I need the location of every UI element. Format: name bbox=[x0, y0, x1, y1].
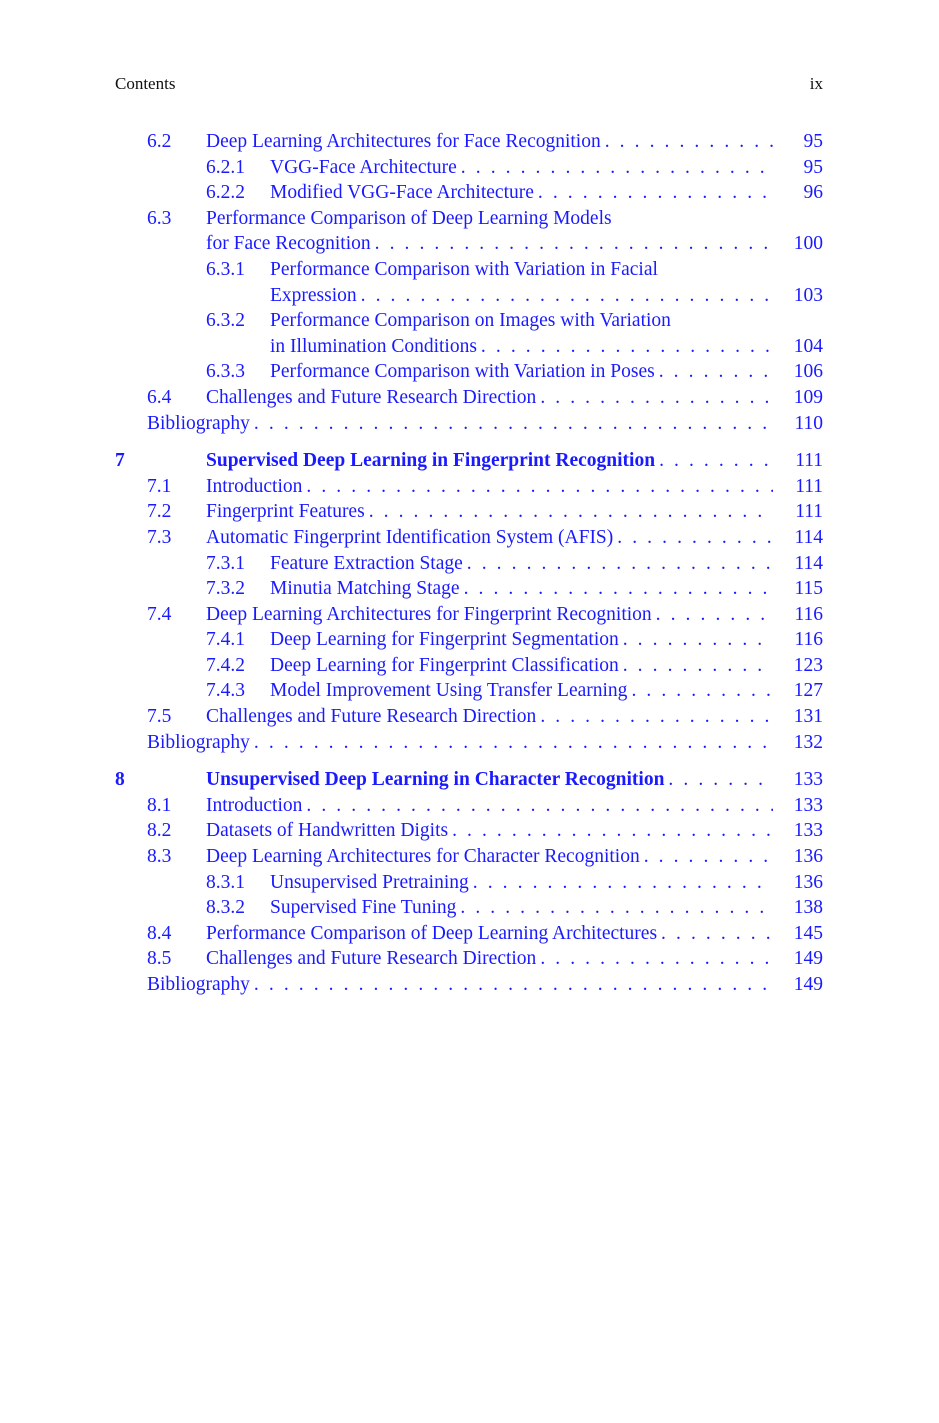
dot-leader bbox=[463, 551, 773, 577]
toc-entry-page[interactable]: 110 bbox=[794, 412, 823, 434]
toc-entry-title[interactable]: in Illumination Conditions bbox=[270, 335, 477, 357]
dot-leader bbox=[652, 602, 773, 628]
dot-leader bbox=[619, 653, 773, 679]
toc-entry-page[interactable]: 132 bbox=[793, 731, 823, 753]
toc-entry-page[interactable]: 109 bbox=[793, 386, 823, 408]
toc-entry-number: 8.2 bbox=[147, 820, 172, 842]
table-of-contents bbox=[0, 129, 939, 998]
toc-entry-subsection[interactable] bbox=[0, 308, 939, 359]
dot-leader bbox=[655, 359, 773, 385]
toc-entry-number: 8.3 bbox=[147, 846, 172, 868]
toc-entry-title[interactable]: Performance Comparison of Deep Learning Architectures bbox=[206, 922, 658, 944]
toc-entry-bibliography[interactable] bbox=[0, 411, 939, 437]
toc-entry-title[interactable]: Supervised Deep Learning in Fingerprint Recognition bbox=[206, 450, 656, 472]
toc-entry-title[interactable]: Performance Comparison of Deep Learning Models bbox=[206, 207, 612, 229]
toc-entry-page[interactable]: 111 bbox=[795, 475, 823, 497]
toc-entry-number: 7.4.1 bbox=[206, 629, 245, 651]
toc-entry-page[interactable]: 133 bbox=[793, 794, 823, 816]
toc-entry-title[interactable]: Bibliography bbox=[147, 412, 250, 434]
dot-leader bbox=[250, 972, 773, 998]
dot-leader bbox=[536, 946, 773, 972]
toc-entry-title[interactable]: Automatic Fingerprint Identification System (AFIS) bbox=[206, 526, 614, 548]
dot-leader bbox=[365, 499, 773, 525]
dot-leader bbox=[469, 870, 773, 896]
dot-leader bbox=[357, 283, 773, 309]
toc-entry-title[interactable]: Fingerprint Features bbox=[206, 501, 365, 523]
toc-entry-page[interactable]: 145 bbox=[793, 922, 823, 944]
toc-entry-number: 8.5 bbox=[147, 948, 172, 970]
toc-entry-number: 6.4 bbox=[147, 386, 172, 408]
toc-entry-title[interactable]: Challenges and Future Research Direction bbox=[206, 706, 537, 728]
toc-entry-title[interactable]: VGG-Face Architecture bbox=[270, 156, 457, 178]
toc-entry-title[interactable]: Introduction bbox=[206, 794, 303, 816]
toc-entry-bibliography[interactable] bbox=[0, 972, 939, 998]
toc-entry-subsection[interactable] bbox=[0, 895, 939, 921]
toc-entry-page[interactable]: 95 bbox=[803, 156, 823, 178]
dot-leader bbox=[627, 678, 773, 704]
dot-leader bbox=[536, 385, 773, 411]
toc-entry-page[interactable]: 116 bbox=[794, 603, 823, 625]
toc-entry-section[interactable] bbox=[0, 499, 939, 525]
toc-entry-title[interactable]: for Face Recognition bbox=[206, 233, 371, 255]
toc-entry-page[interactable]: 149 bbox=[793, 948, 823, 970]
toc-entry-number: 8.1 bbox=[147, 794, 172, 816]
toc-entry-page[interactable]: 104 bbox=[793, 335, 823, 357]
dot-leader bbox=[601, 129, 773, 155]
toc-entry-title[interactable]: Deep Learning for Fingerprint Segmentation bbox=[270, 629, 619, 651]
toc-entry-section[interactable] bbox=[0, 704, 939, 730]
dot-leader bbox=[302, 793, 773, 819]
toc-entry-title[interactable]: Unsupervised Pretraining bbox=[270, 871, 469, 893]
toc-entry-page[interactable]: 100 bbox=[793, 233, 823, 255]
toc-entry-subsection[interactable] bbox=[0, 155, 939, 181]
toc-entry-subsection[interactable] bbox=[0, 870, 939, 896]
toc-entry-title[interactable]: Deep Learning Architectures for Face Recognition bbox=[206, 131, 601, 152]
toc-entry-number: 7.3.2 bbox=[206, 578, 245, 600]
toc-entry-title[interactable]: Challenges and Future Research Direction bbox=[206, 386, 537, 408]
toc-entry-number: 6.2.2 bbox=[206, 182, 245, 204]
toc-entry-page[interactable]: 111 bbox=[795, 450, 823, 472]
dot-leader bbox=[619, 627, 773, 653]
toc-entry-section[interactable] bbox=[0, 206, 939, 257]
toc-entry-title[interactable]: Supervised Fine Tuning bbox=[270, 897, 457, 919]
dot-leader bbox=[536, 704, 773, 730]
toc-entry-number: 8.3.2 bbox=[206, 897, 245, 919]
toc-entry-section[interactable] bbox=[0, 525, 939, 551]
toc-entry-section[interactable] bbox=[0, 844, 939, 870]
toc-entry-page[interactable]: 138 bbox=[793, 897, 823, 919]
toc-entry-page[interactable]: 116 bbox=[794, 629, 823, 651]
toc-entry-number: 7.3 bbox=[147, 526, 172, 548]
toc-entry-subsection[interactable] bbox=[0, 359, 939, 385]
toc-entry-title[interactable]: Expression bbox=[270, 284, 357, 306]
toc-entry-number: 7.1 bbox=[147, 475, 172, 497]
toc-entry-section[interactable] bbox=[0, 474, 939, 500]
toc-entry-title[interactable]: Bibliography bbox=[147, 731, 250, 753]
dot-leader bbox=[460, 576, 773, 602]
toc-entry-page[interactable]: 103 bbox=[793, 284, 823, 306]
toc-entry-section[interactable] bbox=[0, 946, 939, 972]
toc-entry-subsection[interactable] bbox=[0, 653, 939, 679]
toc-entry-title[interactable]: Deep Learning for Fingerprint Classification bbox=[270, 654, 619, 676]
toc-entry-title[interactable]: Unsupervised Deep Learning in Character Recognition bbox=[206, 769, 665, 791]
toc-entry-number: 8.3.1 bbox=[206, 871, 245, 893]
dot-leader bbox=[534, 180, 773, 206]
toc-entry-page[interactable]: 95 bbox=[803, 131, 823, 152]
toc-entry-section[interactable] bbox=[0, 602, 939, 628]
dot-leader bbox=[448, 818, 773, 844]
toc-entry-number: 8.4 bbox=[147, 922, 172, 944]
toc-entry-number: 7.5 bbox=[147, 706, 172, 728]
toc-entry-subsection[interactable] bbox=[0, 627, 939, 653]
toc-entry-section[interactable] bbox=[0, 818, 939, 844]
toc-entry-page[interactable]: 106 bbox=[793, 361, 823, 383]
toc-entry-title[interactable]: Model Improvement Using Transfer Learning bbox=[270, 680, 628, 702]
toc-entry-title[interactable]: Introduction bbox=[206, 475, 303, 497]
dot-leader bbox=[250, 730, 773, 756]
toc-entry-page[interactable]: 133 bbox=[793, 820, 823, 842]
toc-entry-title[interactable]: Datasets of Handwritten Digits bbox=[206, 820, 449, 842]
toc-entry-section[interactable] bbox=[0, 793, 939, 819]
running-head bbox=[115, 74, 823, 94]
toc-entry-page[interactable]: 114 bbox=[794, 552, 823, 574]
toc-entry-title[interactable]: Performance Comparison with Variation in Facial bbox=[270, 258, 658, 280]
toc-entry-number: 6.3.1 bbox=[206, 258, 245, 280]
toc-entry-title[interactable]: Minutia Matching Stage bbox=[270, 578, 460, 600]
toc-entry-page[interactable]: 131 bbox=[793, 706, 823, 728]
toc-entry-title[interactable]: Performance Comparison on Images with Variation bbox=[270, 310, 671, 332]
toc-entry-number: 7.3.1 bbox=[206, 552, 245, 574]
dot-leader bbox=[657, 921, 773, 947]
toc-entry-section[interactable] bbox=[0, 129, 939, 155]
toc-entry-bibliography[interactable] bbox=[0, 730, 939, 756]
toc-entry-page[interactable]: 123 bbox=[793, 654, 823, 676]
chapter-spacer bbox=[0, 755, 939, 767]
toc-entry-chapter[interactable] bbox=[0, 767, 939, 793]
toc-entry-page[interactable]: 114 bbox=[794, 526, 823, 548]
chapter-spacer bbox=[0, 436, 939, 448]
toc-entry-chapter[interactable] bbox=[0, 448, 939, 474]
toc-entry-page[interactable]: 136 bbox=[793, 871, 823, 893]
toc-entry-subsection[interactable] bbox=[0, 180, 939, 206]
toc-entry-page[interactable]: 96 bbox=[803, 182, 823, 204]
toc-entry-number: 6.2 bbox=[147, 131, 172, 152]
toc-entry-subsection[interactable] bbox=[0, 551, 939, 577]
dot-leader bbox=[613, 525, 773, 551]
toc-entry-title[interactable]: Challenges and Future Research Direction bbox=[206, 948, 537, 970]
toc-entry-number: 6.3 bbox=[147, 207, 172, 229]
dot-leader bbox=[655, 448, 773, 474]
toc-entry-title[interactable]: Deep Learning Architectures for Character Recognition bbox=[206, 846, 640, 868]
toc-entry-number: 7.4.2 bbox=[206, 654, 245, 676]
toc-entry-page[interactable]: 111 bbox=[795, 501, 823, 523]
page-number: ix bbox=[809, 74, 823, 93]
toc-entry-title[interactable]: Bibliography bbox=[147, 974, 250, 995]
toc-entry-title[interactable]: Performance Comparison with Variation in Poses bbox=[270, 361, 655, 383]
toc-entry-title[interactable]: Modified VGG-Face Architecture bbox=[270, 182, 534, 204]
dot-leader bbox=[302, 474, 773, 500]
toc-entry-number: 6.2.1 bbox=[206, 156, 245, 178]
toc-entry-title[interactable]: Feature Extraction Stage bbox=[270, 552, 463, 574]
toc-entry-page[interactable]: 133 bbox=[793, 769, 823, 791]
toc-entry-subsection[interactable] bbox=[0, 576, 939, 602]
dot-leader bbox=[640, 844, 773, 870]
toc-entry-number: 7 bbox=[115, 450, 125, 472]
toc-entry-section[interactable] bbox=[0, 385, 939, 411]
toc-entry-subsection[interactable] bbox=[0, 257, 939, 308]
toc-entry-page[interactable]: 115 bbox=[794, 578, 823, 600]
toc-entry-number: 7.4 bbox=[147, 603, 172, 625]
toc-entry-page[interactable]: 127 bbox=[793, 680, 823, 702]
toc-entry-section[interactable] bbox=[0, 921, 939, 947]
toc-entry-title[interactable]: Deep Learning Architectures for Fingerprint Recognition bbox=[206, 603, 652, 625]
dot-leader bbox=[371, 231, 773, 257]
dot-leader bbox=[664, 767, 773, 793]
dot-leader bbox=[250, 411, 773, 437]
dot-leader bbox=[456, 895, 773, 921]
toc-entry-number: 7.4.3 bbox=[206, 680, 245, 702]
toc-entry-number: 7.2 bbox=[147, 501, 172, 523]
toc-entry-page[interactable]: 136 bbox=[793, 846, 823, 868]
toc-entry-subsection[interactable] bbox=[0, 678, 939, 704]
dot-leader bbox=[457, 155, 773, 181]
toc-entry-number: 6.3.2 bbox=[206, 310, 245, 332]
toc-entry-number: 6.3.3 bbox=[206, 361, 245, 383]
running-head-title: Contents bbox=[115, 74, 176, 93]
toc-entry-number: 8 bbox=[115, 769, 125, 791]
toc-entry-page[interactable]: 149 bbox=[793, 974, 823, 995]
dot-leader bbox=[477, 334, 773, 360]
